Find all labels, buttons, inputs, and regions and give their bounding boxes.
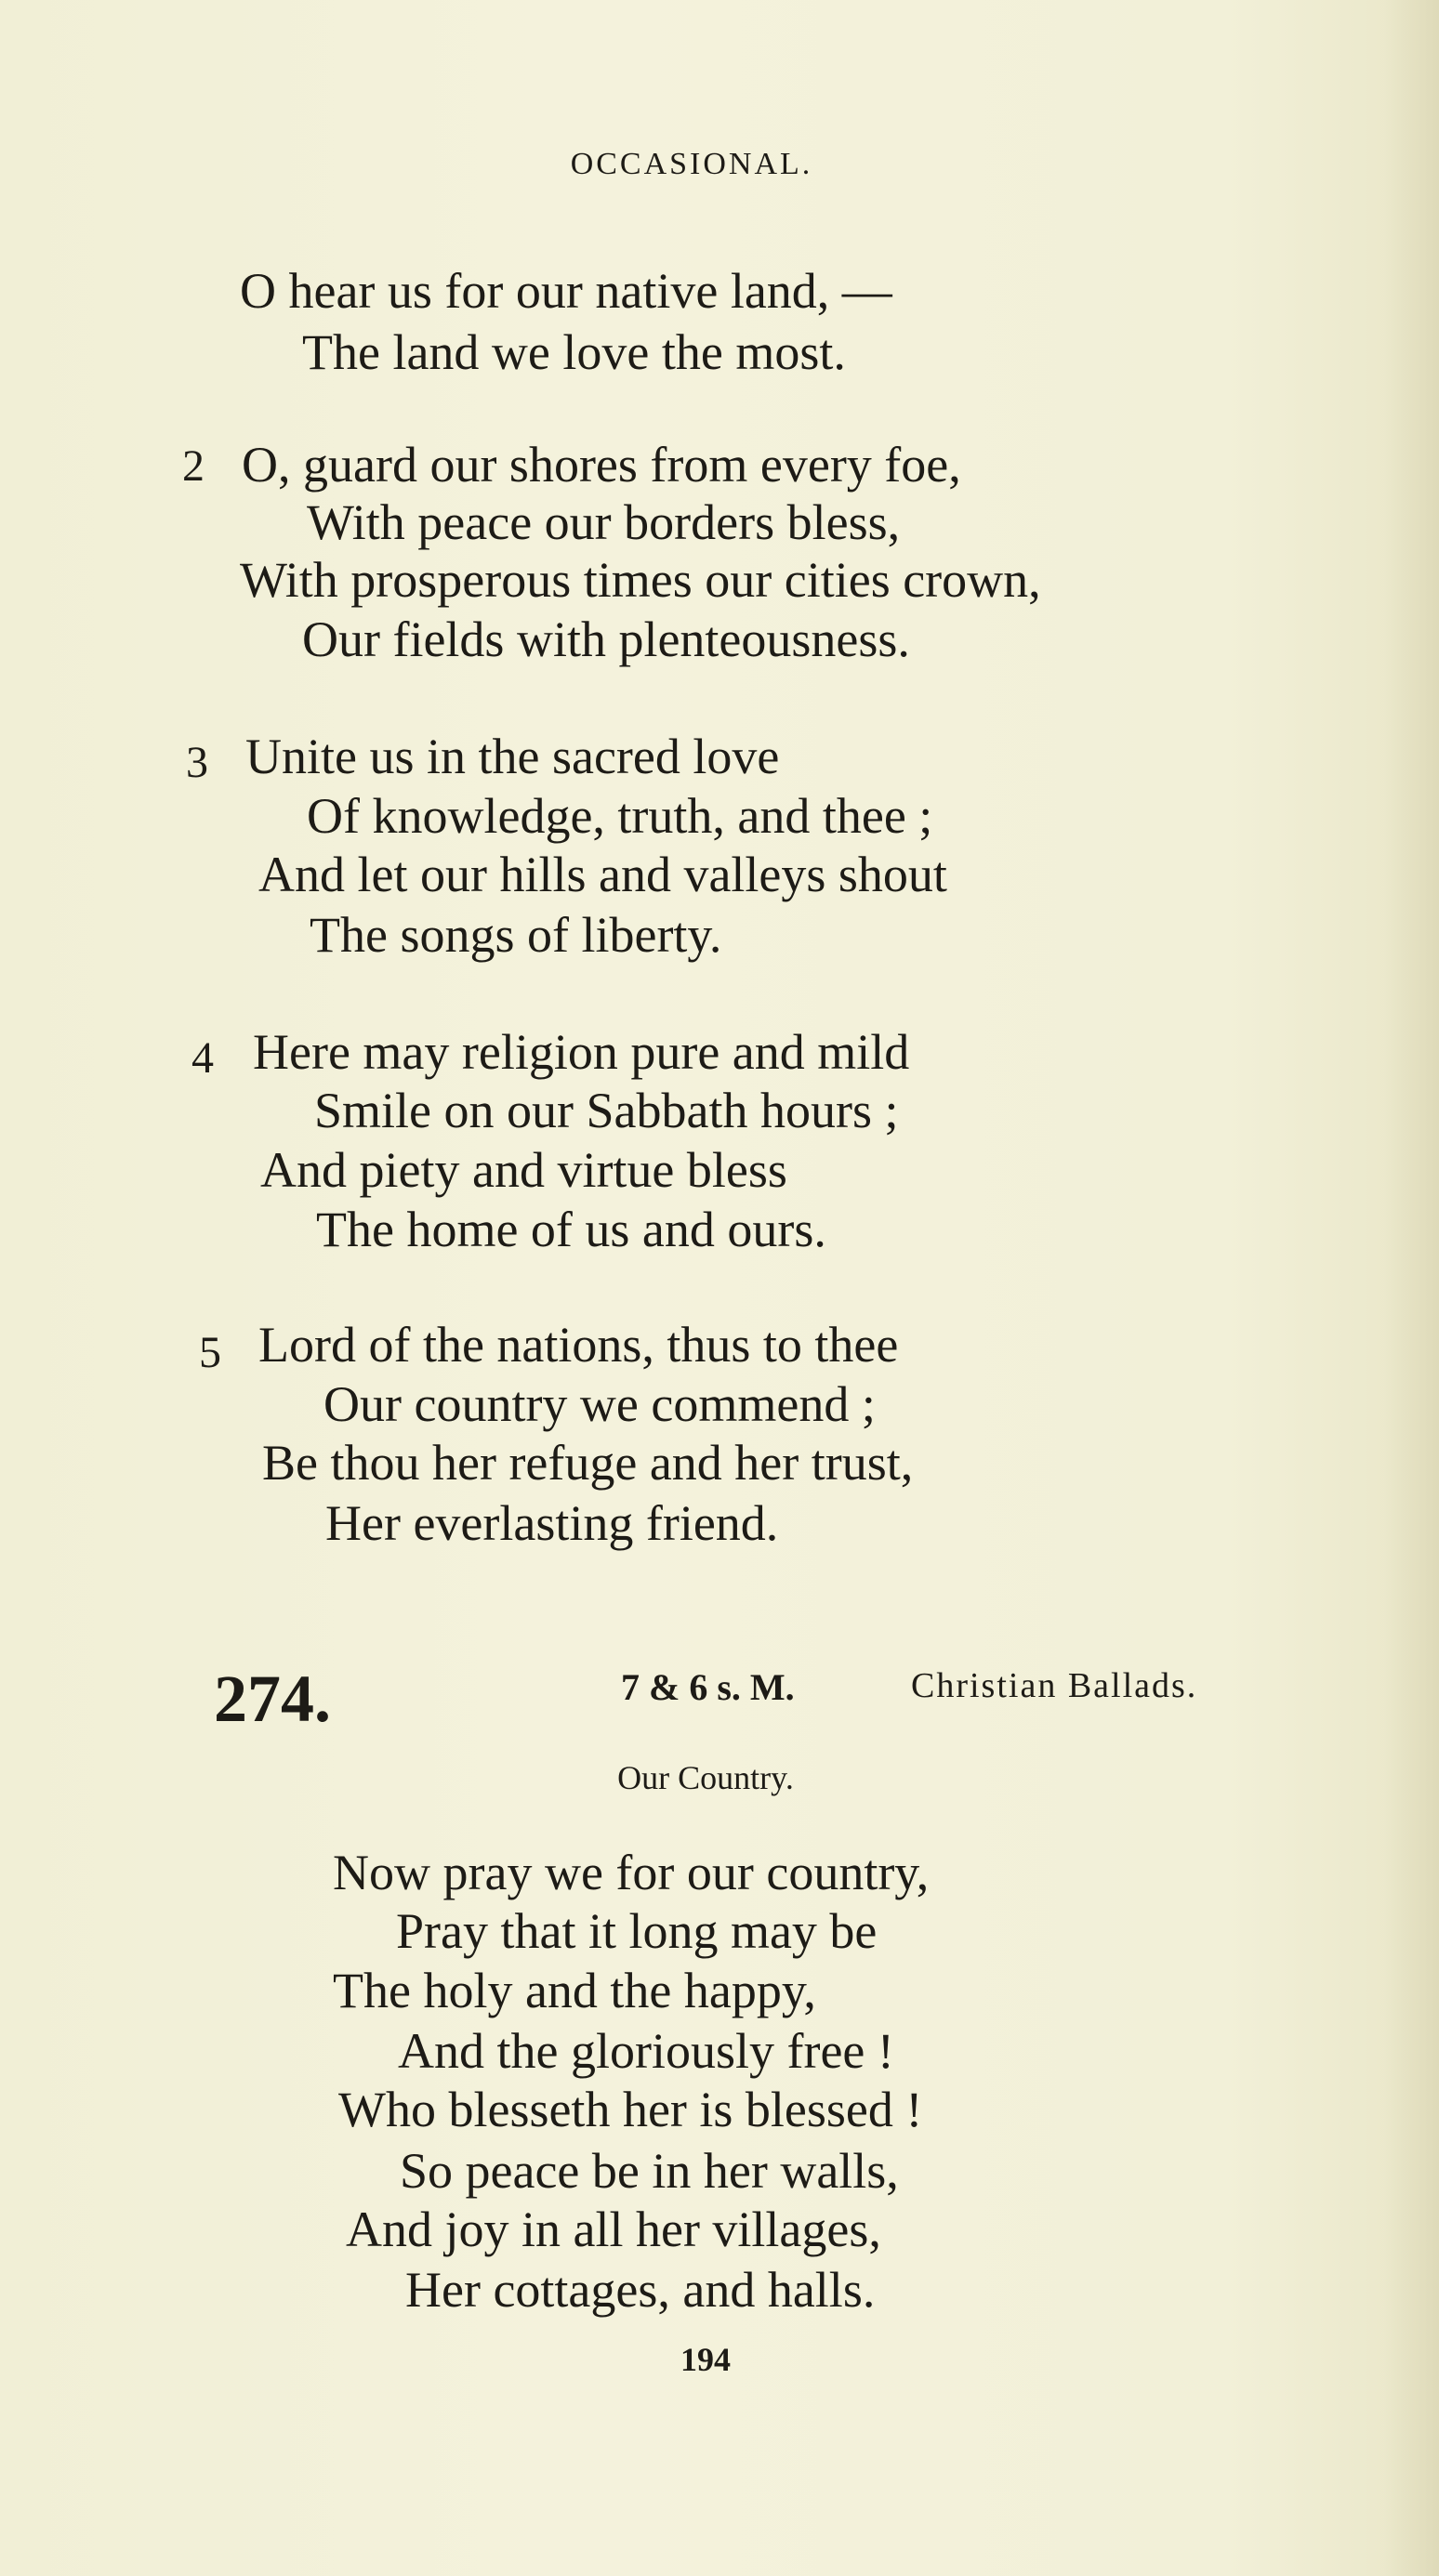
verse-number: 5: [199, 1328, 221, 1377]
verse-line: Smile on our Sabbath hours ;: [314, 1083, 899, 1138]
hymn-line: And joy in all her villages,: [346, 2201, 881, 2257]
hymn-line: And the gloriously free !: [398, 2023, 894, 2079]
verse-line: With prosperous times our cities crown,: [240, 552, 1041, 608]
verse-line: Here may religion pure and mild: [253, 1024, 910, 1080]
verse-line: And piety and virtue bless: [260, 1142, 787, 1198]
hymn-line: The holy and the happy,: [333, 1963, 816, 2018]
verse-line: The land we love the most.: [302, 324, 846, 380]
hymn-line: Her cottages, and halls.: [405, 2262, 876, 2318]
verse-line: The home of us and ours.: [316, 1202, 826, 1257]
hymn-line: Who blesseth her is blessed !: [338, 2082, 923, 2137]
verse-line: O, guard our shores from every foe,: [242, 437, 961, 493]
page-edge-shadow: [1383, 0, 1439, 2576]
verse-line: The songs of liberty.: [310, 907, 722, 963]
verse-line: Be thou her refuge and her trust,: [262, 1435, 914, 1491]
verse-line: Her everlasting friend.: [325, 1495, 779, 1551]
hymn-number: 274.: [214, 1662, 331, 1736]
hymn-line: Pray that it long may be: [396, 1903, 878, 1959]
verse-line: O hear us for our native land, —: [240, 263, 892, 319]
verse-number: 3: [186, 738, 208, 787]
verse-line: Our country we commend ;: [323, 1376, 876, 1432]
verse-line: Unite us in the sacred love: [245, 729, 780, 784]
verse-number: 2: [182, 441, 205, 491]
hymn-line: Now pray we for our country,: [333, 1845, 930, 1900]
verse-line: Of knowledge, truth, and thee ;: [307, 788, 933, 844]
hymn-title: Our Country.: [617, 1759, 794, 1796]
verse-line: Our fields with plenteousness.: [302, 611, 910, 667]
running-header: OCCASIONAL.: [570, 147, 813, 181]
page-number: 194: [680, 2341, 731, 2378]
verse-line: Lord of the nations, thus to thee: [258, 1317, 899, 1373]
verse-number: 4: [191, 1033, 214, 1083]
verse-line: And let our hills and valleys shout: [258, 847, 947, 902]
hymn-source: Christian Ballads.: [911, 1666, 1198, 1705]
hymn-line: So peace be in her walls,: [400, 2143, 899, 2199]
verse-line: With peace our borders bless,: [307, 494, 901, 550]
hymn-meter: 7 & 6 s. M.: [621, 1666, 795, 1708]
